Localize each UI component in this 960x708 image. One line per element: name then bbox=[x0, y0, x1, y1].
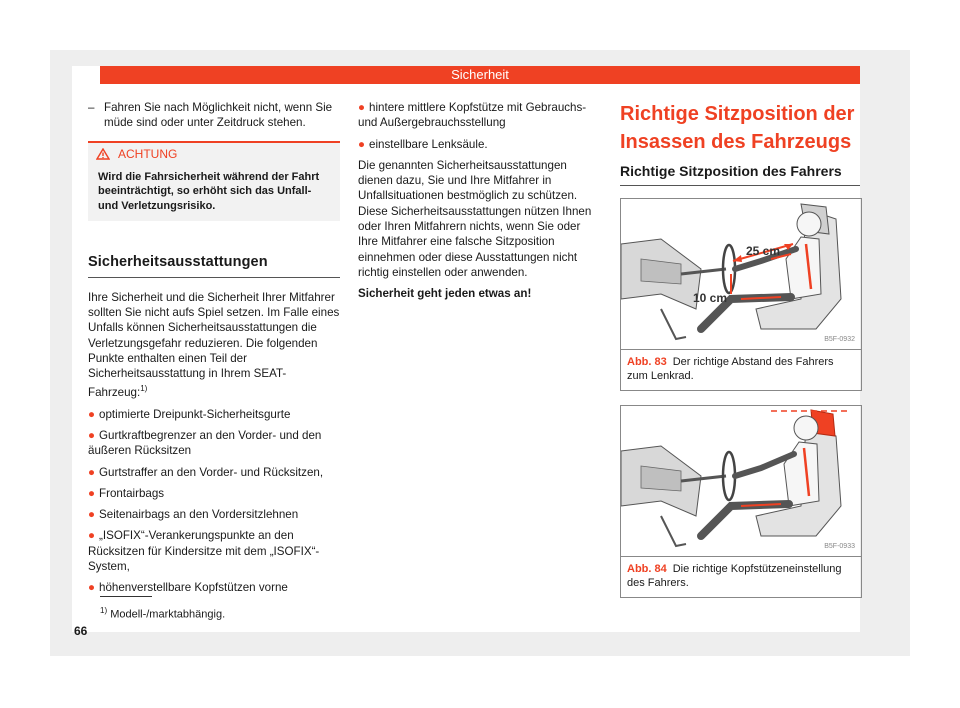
list-item-text: Fahren Sie nach Möglichkeit nicht, wenn Sie müde sind oder unter Zeitdruck stehen. bbox=[104, 101, 333, 130]
figure-84 bbox=[620, 405, 862, 598]
column-left bbox=[88, 100, 340, 602]
equipment-list bbox=[88, 407, 340, 596]
equipment-list-continued bbox=[358, 100, 602, 152]
caption-text: Die richtige Kopfstützeneinstellung des Fahrers. bbox=[627, 563, 842, 589]
list-item bbox=[88, 507, 340, 522]
figure-83 bbox=[620, 198, 862, 391]
bullet-icon: ● bbox=[88, 428, 96, 442]
paragraph-text: Ihre Sicherheit und die Sicherheit Ihrer Mitfahrer sollten Sie nicht aufs Spiel setzen. Im Falle eines Unfalls können Sicherheitsausstattungen die Verletzungsgefahr reduzieren. Die folgenden Punkte enthalten einen Teil der Sicherheitsausstattung in Ihrem SEAT-Fahrzeug: bbox=[88, 290, 340, 400]
section-header: Sicherheit bbox=[100, 66, 860, 84]
warning-header bbox=[88, 141, 340, 166]
list-item-text: Seitenairbags an den Vordersitzlehnen bbox=[99, 508, 299, 522]
figure-caption bbox=[621, 349, 861, 390]
headrest-illustration bbox=[621, 406, 859, 556]
footnote-divider bbox=[100, 596, 152, 597]
warning-label: ACHTUNG bbox=[118, 146, 178, 161]
footnote bbox=[100, 606, 225, 621]
body-paragraph: Die genannten Sicherheitsausstattungen dienen dazu, Sie und Ihre Mitfahrer in Unfallsituationen bestmöglich zu schützen. Diese Sicherheitsausstattungen nützen Ihnen oder Ihren Mitfahrern nichts, wenn Sie oder Ihre Mitfahrer eine falsche Sitzposition einnehmen oder diese Ausstattungen nicht richtig einstellen oder anwenden. bbox=[358, 158, 592, 279]
bullet-icon: ● bbox=[88, 465, 96, 479]
list-item bbox=[88, 100, 340, 131]
figure-code: B5F-0932 bbox=[824, 336, 855, 343]
list-item-text: Frontairbags bbox=[99, 486, 165, 500]
bullet-icon: ● bbox=[88, 581, 96, 595]
warning-text: Wird die Fahrsicherheit während der Fahrt beeinträchtigt, so erhöht sich das Unfall- und Verletzungsrisiko. bbox=[98, 170, 320, 212]
figure-illustration bbox=[621, 199, 859, 349]
chapter-title: Richtige Sitzposition der Insassen des Fahrzeugs bbox=[620, 103, 855, 153]
list-item-text: hintere mittlere Kopfstütze mit Gebrauchs- und Außergebrauchsstellung bbox=[358, 101, 587, 130]
intro-paragraph bbox=[88, 290, 340, 401]
list-item bbox=[88, 528, 340, 574]
measure-label-knee: 10 cm bbox=[693, 291, 728, 306]
bullet-icon: ● bbox=[88, 529, 96, 543]
measure-label-steering: 25 cm bbox=[746, 244, 781, 259]
column-right bbox=[620, 100, 860, 612]
warning-box bbox=[88, 141, 340, 222]
list-item bbox=[358, 137, 602, 152]
list-item-text: höhenverstellbare Kopfstützen vorne bbox=[99, 581, 288, 595]
list-item-text: optimierte Dreipunkt-Sicherheitsgurte bbox=[99, 407, 291, 421]
warning-triangle-icon bbox=[96, 148, 110, 160]
list-item-text: Gurtkraftbegrenzer an den Vorder- und den äußeren Rücksitzen bbox=[88, 428, 322, 458]
column-middle bbox=[358, 100, 602, 308]
section-title: Sicherheitsausstattungen bbox=[88, 255, 340, 277]
list-item bbox=[88, 580, 340, 595]
dash-marker: – bbox=[88, 101, 95, 114]
bullet-icon: ● bbox=[88, 407, 96, 421]
emphasis-text: Sicherheit geht jeden etwas an! bbox=[358, 287, 532, 301]
figure-label: Abb. 83 bbox=[627, 356, 667, 369]
bullet-icon: ● bbox=[358, 101, 366, 114]
list-item bbox=[88, 407, 340, 422]
bullet-icon: ● bbox=[88, 508, 96, 522]
bullet-icon: ● bbox=[358, 137, 366, 151]
list-item bbox=[88, 486, 340, 501]
bullet-icon: ● bbox=[88, 486, 96, 500]
page-number: 66 bbox=[74, 624, 88, 638]
footnote-mark: 1) bbox=[100, 606, 108, 615]
list-item-text: Gurtstraffer an den Vorder- und Rücksitzen, bbox=[99, 465, 324, 479]
list-item-text: „ISOFIX“-Verankerungspunkte an den Rücksitzen für Kindersitze mit dem „ISOFIX“-System, bbox=[88, 529, 320, 573]
list-item-text: einstellbare Lenksäule. bbox=[369, 137, 488, 151]
figure-code: B5F-0933 bbox=[824, 543, 855, 550]
figure-illustration bbox=[621, 406, 859, 556]
footnote-text: Modell-/marktabhängig. bbox=[110, 608, 226, 621]
list-item bbox=[88, 428, 340, 459]
list-item bbox=[88, 465, 340, 480]
list-item bbox=[358, 100, 602, 131]
subsection-title: Richtige Sitzposition des Fahrers bbox=[620, 164, 860, 186]
footnote-reference[interactable]: 1) bbox=[140, 384, 148, 394]
driver-distance-illustration bbox=[621, 199, 859, 349]
caption-text: Der richtige Abstand des Fahrers zum Lenkrad. bbox=[627, 356, 834, 382]
figure-caption bbox=[621, 556, 861, 597]
figure-label: Abb. 84 bbox=[627, 563, 667, 576]
